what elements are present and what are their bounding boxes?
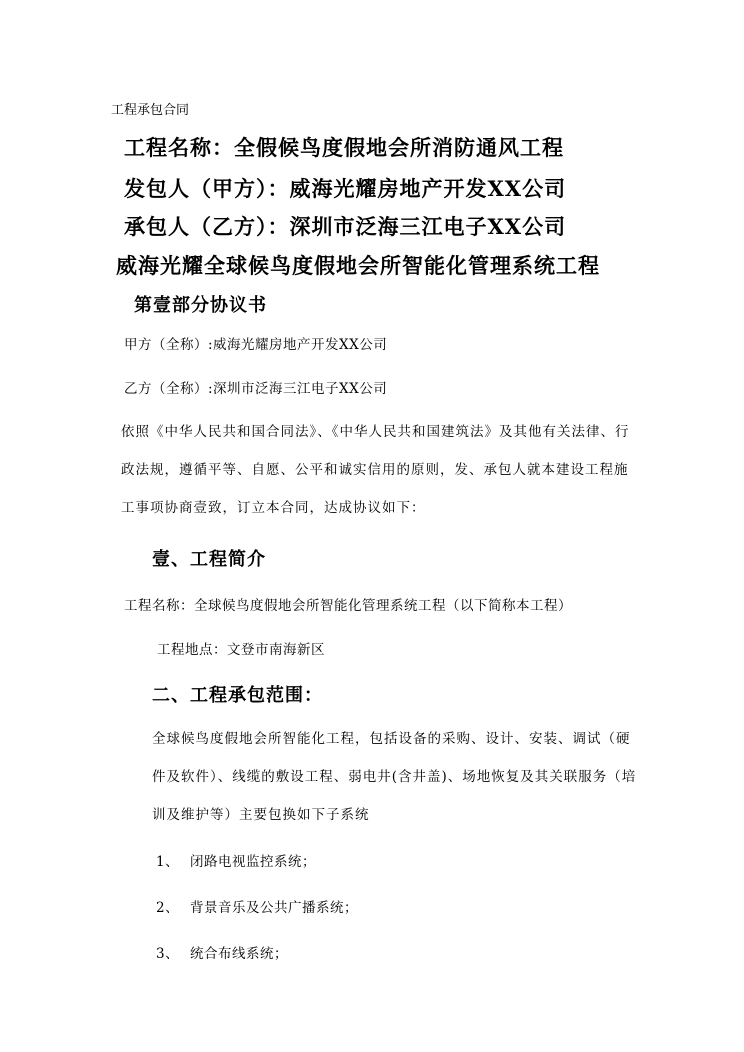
document-header: 工程承包合同 [111, 103, 190, 118]
list-item [156, 896, 358, 916]
project-name-line: 工程名称：全球候鸟度假地会所智能化管理系统工程（以下简称本工程） [124, 598, 572, 614]
section2-heading: 二、工程承包范围： [152, 685, 323, 706]
intro-paragraph: 依照《中华人民共和国合同法》、《中华人民共和国建筑法》及其他有关法律、行政法规，遵循平等、自愿、公平和诚实信用的原则，发、承包人就本建设工程施工事项协商壹致，订立本合同，达成协议如下： [121, 424, 630, 516]
list-item-number: 2、 [156, 900, 180, 916]
section1-heading: 壹、工程简介 [152, 549, 266, 570]
list-item-text: 闭路电视监控系统； [190, 854, 316, 870]
scope-paragraph: 全球候鸟度假地会所智能化工程，包括设备的采购、设计、安装、调试（硬件及软件）、线缆的敷设工程、弱电井(含井盖)、场地恢复及其关联服务（培训及维护等）主要包换如下子系统 [152, 731, 637, 823]
part-title: 第壹部分协议书 [134, 295, 267, 316]
list-item [156, 850, 316, 870]
list-item-number: 1、 [156, 854, 180, 870]
party-a-line: 甲方（全称）:威海光耀房地产开发XX公司 [124, 337, 388, 353]
list-item-text: 统合布线系统； [190, 946, 288, 962]
system-project-title: 威海光耀全球候鸟度假地会所智能化管理系统工程 [116, 253, 600, 278]
contractor-title: 承包人（乙方）：深圳市泛海三江电子XX公司 [124, 214, 567, 239]
employer-title: 发包人（甲方）：威海光耀房地产开发XX公司 [124, 176, 567, 201]
project-location-line: 工程地点：文登市南海新区 [157, 642, 325, 658]
party-b-line: 乙方（全称）:深圳市泛海三江电子XX公司 [124, 381, 388, 397]
list-item [156, 942, 288, 962]
project-name-title: 工程名称：全假候鸟度假地会所消防通风工程 [124, 135, 564, 160]
list-item-number: 3、 [156, 946, 180, 962]
list-item-text: 背景音乐及公共广播系统； [190, 900, 358, 916]
